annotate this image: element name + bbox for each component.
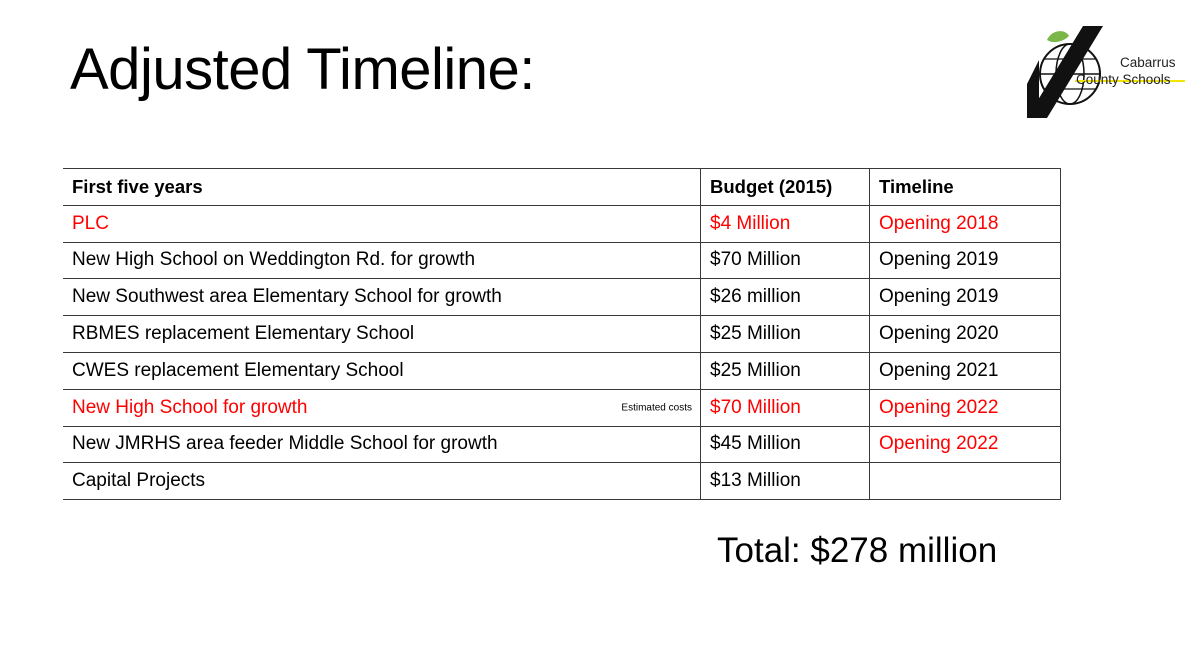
table-header-row [63,169,1061,206]
budget-cell: $13 Million [701,463,870,500]
header-timeline: Timeline [870,169,1061,206]
timeline-cell: Opening 2022 [870,389,1061,426]
table-row [63,463,1061,500]
project-cell [63,426,701,463]
table-row [63,205,1061,242]
timeline-cell: Opening 2019 [870,279,1061,316]
header-first-five-years: First five years [63,169,701,206]
table-row [63,279,1061,316]
project-name: New High School for growth [72,396,308,418]
timeline-cell: Opening 2020 [870,316,1061,353]
budget-cell: $25 Million [701,316,870,353]
timeline-table [63,168,1061,500]
budget-cell: $70 Million [701,242,870,279]
table-row [63,242,1061,279]
timeline-cell [870,463,1061,500]
logo-text-cabarrus: Cabarrus [1120,55,1176,70]
table-row [63,389,1061,426]
table-row [63,352,1061,389]
header-budget: Budget (2015) [701,169,870,206]
timeline-cell: Opening 2019 [870,242,1061,279]
budget-cell: $45 Million [701,426,870,463]
project-name: CWES replacement Elementary School [72,359,404,381]
timeline-cell: Opening 2018 [870,205,1061,242]
table-row [63,426,1061,463]
project-cell [63,389,701,426]
project-name: RBMES replacement Elementary School [72,323,415,345]
budget-cell: $4 Million [701,205,870,242]
logo-text-county-schools: County Schools [1076,72,1171,87]
budget-cell: $70 Million [701,389,870,426]
timeline-cell: Opening 2021 [870,352,1061,389]
project-cell [63,463,701,500]
project-name: New JMRHS area feeder Middle School for growth [72,433,498,455]
project-cell [63,279,701,316]
project-name: New High School on Weddington Rd. for growth [72,249,476,271]
project-name: PLC [72,212,109,234]
table-row [63,316,1061,353]
total-cost: Total: $278 million [717,531,998,570]
project-name: Capital Projects [72,470,206,492]
slide-title: Adjusted Timeline: [70,37,535,102]
project-cell [63,352,701,389]
estimated-costs-note: Estimated costs [621,402,692,414]
timeline-cell: Opening 2022 [870,426,1061,463]
project-cell [63,205,701,242]
budget-cell: $26 million [701,279,870,316]
project-name: New Southwest area Elementary School for growth [72,286,502,308]
budget-cell: $25 Million [701,352,870,389]
project-cell [63,242,701,279]
project-cell [63,316,701,353]
